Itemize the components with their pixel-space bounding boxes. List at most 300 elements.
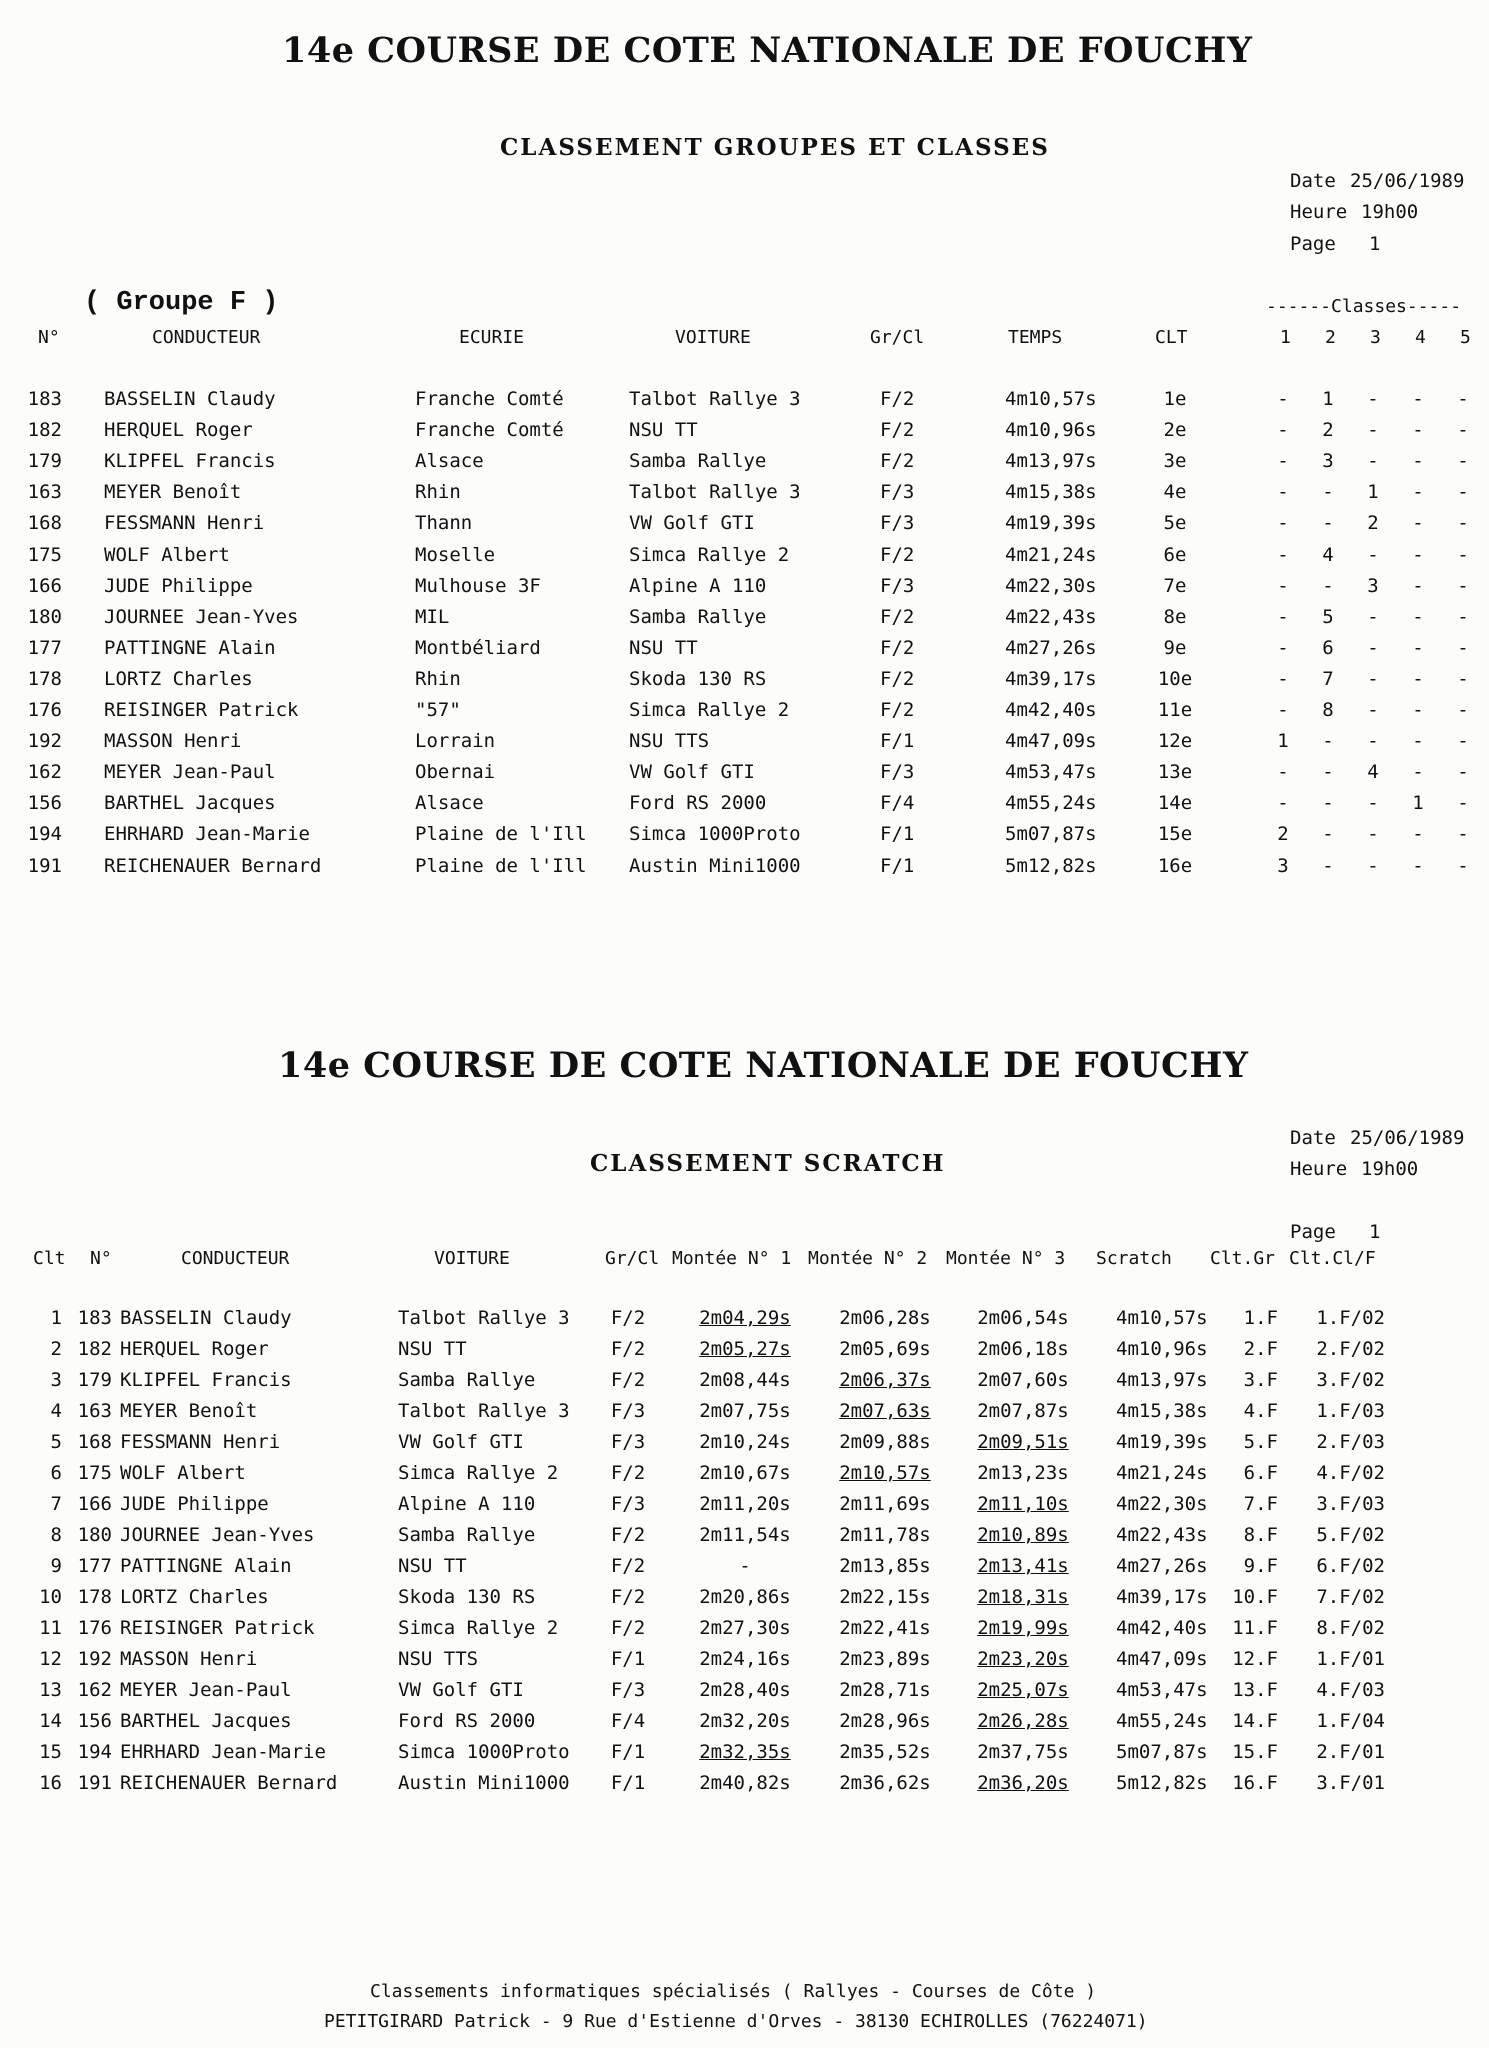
header-montee-3: Montée N° 3 (946, 1248, 1066, 1269)
header-no: N° (90, 1248, 112, 1269)
run-2-time: 2m22,41s (839, 1617, 931, 1639)
run-2-time: 2m11,69s (839, 1493, 931, 1515)
car-name: Talbot Rallye 3 (629, 481, 801, 503)
driver-name: MEYER Jean-Paul (104, 761, 276, 783)
driver-name: LORTZ Charles (104, 668, 253, 690)
page-number: 1 (1369, 233, 1381, 255)
car-name: Ford RS 2000 (629, 792, 767, 814)
run-2-time: 2m22,15s (839, 1586, 931, 1608)
driver-name: JUDE Philippe (104, 575, 253, 597)
class-1-position: - (1277, 761, 1289, 783)
scratch-rank: 13 (39, 1679, 62, 1701)
group-class: F/3 (610, 1679, 646, 1701)
entry-number: 180 (27, 606, 62, 628)
section-subtitle-scratch: CLASSEMENT SCRATCH (590, 1150, 946, 1177)
page-title-scratch: 14e COURSE DE COTE NATIONALE DE FOUCHY (278, 1045, 1249, 1086)
group-class: F/1 (610, 1741, 646, 1763)
driver-name: BASSELIN Claudy (120, 1307, 292, 1329)
class-2-position: - (1322, 730, 1334, 752)
table-row (0, 1400, 1489, 1431)
driver-name: MEYER Benoît (104, 481, 242, 503)
ranking: 10e (1157, 668, 1193, 690)
class-2-position: 3 (1322, 450, 1334, 472)
class-5-position: - (1457, 761, 1469, 783)
table-row (0, 699, 1489, 730)
date-label: Date (1290, 170, 1336, 192)
run-2-time: 2m28,96s (839, 1710, 931, 1732)
class-ranking: 7.F/02 (1316, 1586, 1385, 1608)
entry-number: 163 (77, 1400, 112, 1422)
date-label-scratch: Date (1290, 1127, 1336, 1149)
run-3-time: 2m07,87s (977, 1400, 1069, 1422)
total-time: 4m13,97s (1005, 450, 1097, 472)
car-name: VW Golf GTI (629, 512, 755, 534)
class-ranking: 2.F/01 (1316, 1741, 1385, 1763)
car-name: VW Golf GTI (629, 761, 755, 783)
class-5-position: - (1457, 637, 1469, 659)
class-5-position: - (1457, 450, 1469, 472)
driver-name: MASSON Henri (120, 1648, 258, 1670)
class-5-position: - (1457, 792, 1469, 814)
class-5-position: - (1457, 419, 1469, 441)
entry-number: 182 (27, 419, 62, 441)
car-name: Alpine A 110 (629, 575, 767, 597)
team-name: Thann (415, 512, 473, 534)
header-montee-2: Montée N° 2 (808, 1248, 928, 1269)
class-4-position: - (1412, 481, 1424, 503)
entry-number: 162 (27, 761, 62, 783)
total-time: 4m39,17s (1005, 668, 1097, 690)
ranking: 11e (1157, 699, 1193, 721)
car-name: Samba Rallye (629, 606, 767, 628)
class-5-position: - (1457, 699, 1469, 721)
group-ranking: 3.F (1243, 1369, 1278, 1391)
header-conducteur: CONDUCTEUR (181, 1248, 290, 1269)
driver-name: BARTHEL Jacques (120, 1710, 292, 1732)
car-name: Samba Rallye (629, 450, 767, 472)
entry-number: 194 (77, 1741, 112, 1763)
class-ranking: 5.F/02 (1316, 1524, 1385, 1546)
class-3-position: - (1367, 792, 1379, 814)
run-1-time: 2m11,20s (699, 1493, 791, 1515)
table-row (0, 637, 1489, 668)
class-4-position: - (1412, 512, 1424, 534)
table-row (0, 1369, 1489, 1400)
class-3-position: - (1367, 699, 1379, 721)
group-class: F/2 (610, 1524, 646, 1546)
driver-name: KLIPFEL Francis (104, 450, 276, 472)
total-time: 4m55,24s (1005, 792, 1097, 814)
scratch-time: 5m12,82s (1116, 1772, 1208, 1794)
ranking: 16e (1157, 855, 1193, 877)
class-2-position: - (1322, 575, 1334, 597)
class-ranking: 3.F/03 (1316, 1493, 1385, 1515)
driver-name: EHRHARD Jean-Marie (120, 1741, 326, 1763)
table-row (0, 730, 1489, 761)
heure-label: Heure (1290, 201, 1348, 223)
group-class: F/1 (610, 1772, 646, 1794)
table-row (0, 575, 1489, 606)
date-value: 25/06/1989 (1350, 170, 1465, 192)
car-name: VW Golf GTI (398, 1679, 524, 1701)
car-name: Simca 1000Proto (398, 1741, 570, 1763)
class-4-position: - (1412, 388, 1424, 410)
team-name: Montbéliard (415, 637, 541, 659)
header-conducteur: CONDUCTEUR (152, 327, 261, 348)
car-name: Simca Rallye 2 (398, 1462, 559, 1484)
class-3-position: - (1367, 450, 1379, 472)
table-row (0, 1493, 1489, 1524)
driver-name: FESSMANN Henri (120, 1431, 281, 1453)
header-grcl: Gr/Cl (870, 327, 925, 348)
group-class: F/2 (610, 1462, 646, 1484)
entry-number: 177 (27, 637, 62, 659)
team-name: Obernai (415, 761, 496, 783)
table-row (0, 512, 1489, 543)
table-row (0, 1772, 1489, 1803)
class-3-position: 3 (1367, 575, 1379, 597)
team-name: Mulhouse 3F (415, 575, 541, 597)
total-time: 4m21,24s (1005, 544, 1097, 566)
class-ranking: 3.F/02 (1316, 1369, 1385, 1391)
group-class: F/3 (610, 1493, 646, 1515)
group-class: F/2 (610, 1555, 646, 1577)
team-name: Alsace (415, 792, 484, 814)
class-3-position: 2 (1367, 512, 1379, 534)
driver-name: REICHENAUER Bernard (120, 1772, 338, 1794)
class-4-position: - (1412, 637, 1424, 659)
car-name: NSU TTS (629, 730, 710, 752)
class-3-position: - (1367, 668, 1379, 690)
class-2-position: 5 (1322, 606, 1334, 628)
class-5-position: - (1457, 606, 1469, 628)
class-3-position: - (1367, 419, 1379, 441)
run-3-time: 2m06,18s (977, 1338, 1069, 1360)
class-1-position: - (1277, 637, 1289, 659)
group-ranking: 14.F (1232, 1710, 1278, 1732)
scratch-time: 4m10,96s (1116, 1338, 1208, 1360)
table-row (0, 823, 1489, 854)
run-3-time: 2m36,20s (977, 1772, 1069, 1794)
ranking: 1e (1163, 388, 1187, 410)
entry-number: 175 (77, 1462, 112, 1484)
class-4-position: - (1412, 855, 1424, 877)
group-class: F/1 (880, 855, 915, 877)
class-3-position: - (1367, 388, 1379, 410)
class-4-position: - (1412, 699, 1424, 721)
class-ranking: 1.F/02 (1316, 1307, 1385, 1329)
group-ranking: 16.F (1232, 1772, 1278, 1794)
group-ranking: 8.F (1243, 1524, 1278, 1546)
run-3-time: 2m26,28s (977, 1710, 1069, 1732)
class-2-position: - (1322, 792, 1334, 814)
header-clt: CLT (1155, 327, 1188, 348)
group-class: F/2 (880, 419, 915, 441)
group-class: F/1 (880, 730, 915, 752)
class-5-position: - (1457, 855, 1469, 877)
driver-name: MEYER Benoît (120, 1400, 258, 1422)
run-1-time: 2m08,44s (699, 1369, 791, 1391)
run-1-time: 2m11,54s (699, 1524, 791, 1546)
class-3-position: - (1367, 606, 1379, 628)
table-row (0, 544, 1489, 575)
class-5-position: - (1457, 544, 1469, 566)
car-name: Ford RS 2000 (398, 1710, 536, 1732)
class-3-position: - (1367, 823, 1379, 845)
driver-name: REISINGER Patrick (104, 699, 299, 721)
scratch-time: 4m39,17s (1116, 1586, 1208, 1608)
car-name: Samba Rallye (398, 1524, 536, 1546)
table-row (0, 1586, 1489, 1617)
total-time: 4m47,09s (1005, 730, 1097, 752)
entry-number: 177 (77, 1555, 112, 1577)
table-row (0, 419, 1489, 450)
header-clt-gr: Clt.Gr (1210, 1248, 1276, 1269)
header-voiture: VOITURE (434, 1248, 510, 1269)
scratch-rank: 1 (50, 1307, 62, 1329)
class-2-position: - (1322, 512, 1334, 534)
entry-number: 156 (77, 1710, 112, 1732)
heure-value: 19h00 (1361, 201, 1419, 223)
group-ranking: 2.F (1243, 1338, 1278, 1360)
ranking: 15e (1157, 823, 1193, 845)
class-ranking: 2.F/03 (1316, 1431, 1385, 1453)
entry-number: 162 (77, 1679, 112, 1701)
scratch-rank: 9 (50, 1555, 62, 1577)
total-time: 5m12,82s (1005, 855, 1097, 877)
ranking: 2e (1163, 419, 1187, 441)
team-name: Rhin (415, 481, 461, 503)
class-ranking: 4.F/03 (1316, 1679, 1385, 1701)
table-row (0, 855, 1489, 886)
group-class: F/4 (610, 1710, 646, 1732)
group-class: F/2 (880, 450, 915, 472)
table-row (0, 1307, 1489, 1338)
table-row (0, 1617, 1489, 1648)
run-3-time: 2m11,10s (977, 1493, 1069, 1515)
class-3-position: - (1367, 637, 1379, 659)
scratch-time: 4m19,39s (1116, 1431, 1208, 1453)
scratch-rank: 8 (50, 1524, 62, 1546)
entry-number: 183 (27, 388, 62, 410)
run-1-time: 2m28,40s (699, 1679, 791, 1701)
table-row (0, 450, 1489, 481)
car-name: NSU TT (629, 637, 698, 659)
class-3-position: - (1367, 855, 1379, 877)
team-name: Rhin (415, 668, 461, 690)
class-2-position: - (1322, 761, 1334, 783)
class-4-position: - (1412, 823, 1424, 845)
total-time: 4m22,30s (1005, 575, 1097, 597)
group-class: F/2 (610, 1369, 646, 1391)
header-scratch: Scratch (1096, 1248, 1172, 1269)
car-name: Austin Mini1000 (629, 855, 801, 877)
team-name: Franche Comté (415, 388, 564, 410)
class-1-position: - (1277, 606, 1289, 628)
team-name: Moselle (415, 544, 496, 566)
header-ecurie: ECURIE (459, 327, 525, 348)
run-2-time: 2m07,63s (839, 1400, 931, 1422)
entry-number: 178 (77, 1586, 112, 1608)
header-montee-1: Montée N° 1 (672, 1248, 792, 1269)
class-1-position: - (1277, 450, 1289, 472)
group-class: F/3 (880, 512, 915, 534)
run-2-time: 2m23,89s (839, 1648, 931, 1670)
scratch-time: 4m10,57s (1116, 1307, 1208, 1329)
run-3-time: 2m37,75s (977, 1741, 1069, 1763)
driver-name: JOURNEE Jean-Yves (120, 1524, 315, 1546)
page-title: 14e COURSE DE COTE NATIONALE DE FOUCHY (282, 30, 1253, 71)
run-2-time: 2m36,62s (839, 1772, 931, 1794)
group-class: F/2 (880, 606, 915, 628)
class-4-position: 1 (1412, 792, 1424, 814)
team-name: "57" (415, 699, 461, 721)
class-4-position: - (1412, 606, 1424, 628)
run-1-time: 2m32,20s (699, 1710, 791, 1732)
run-3-time: 2m25,07s (977, 1679, 1069, 1701)
class-1-position: - (1277, 575, 1289, 597)
table-row (0, 761, 1489, 792)
group-ranking: 7.F (1243, 1493, 1278, 1515)
class-5-position: - (1457, 730, 1469, 752)
heure-label-scratch: Heure (1290, 1158, 1348, 1180)
table-row (0, 1338, 1489, 1369)
total-time: 4m19,39s (1005, 512, 1097, 534)
class-1-position: - (1277, 544, 1289, 566)
group-ranking: 10.F (1232, 1586, 1278, 1608)
class-1-position: 1 (1277, 730, 1289, 752)
entry-number: 192 (27, 730, 62, 752)
run-3-time: 2m10,89s (977, 1524, 1069, 1546)
class-4-position: - (1412, 544, 1424, 566)
car-name: VW Golf GTI (398, 1431, 524, 1453)
class-1-position: 3 (1277, 855, 1289, 877)
run-2-time: 2m10,57s (839, 1462, 931, 1484)
group-ranking: 9.F (1243, 1555, 1278, 1577)
run-3-time: 2m13,23s (977, 1462, 1069, 1484)
run-1-time: 2m07,75s (699, 1400, 791, 1422)
table-row (0, 606, 1489, 637)
team-name: Franche Comté (415, 419, 564, 441)
run-1-time: - (739, 1555, 751, 1577)
driver-name: WOLF Albert (104, 544, 230, 566)
class-3-position: - (1367, 544, 1379, 566)
scratch-time: 4m47,09s (1116, 1648, 1208, 1670)
run-2-time: 2m06,37s (839, 1369, 931, 1391)
group-class: F/2 (610, 1586, 646, 1608)
run-1-time: 2m05,27s (699, 1338, 791, 1360)
header-no: N° (38, 327, 60, 348)
class-4-position: - (1412, 668, 1424, 690)
class-4-position: - (1412, 450, 1424, 472)
group-ranking: 6.F (1243, 1462, 1278, 1484)
entry-number: 176 (77, 1617, 112, 1639)
car-name: Simca 1000Proto (629, 823, 801, 845)
run-2-time: 2m28,71s (839, 1679, 931, 1701)
driver-name: BARTHEL Jacques (104, 792, 276, 814)
team-name: Plaine de l'Ill (415, 855, 587, 877)
scratch-time: 4m27,26s (1116, 1555, 1208, 1577)
date-value-scratch: 25/06/1989 (1350, 1127, 1465, 1149)
group-class: F/2 (880, 544, 915, 566)
driver-name: MEYER Jean-Paul (120, 1679, 292, 1701)
total-time: 4m10,96s (1005, 419, 1097, 441)
class-ranking: 8.F/02 (1316, 1617, 1385, 1639)
table-row (0, 1462, 1489, 1493)
total-time: 4m15,38s (1005, 481, 1097, 503)
class-2-position: 1 (1322, 388, 1334, 410)
class-1-position: - (1277, 668, 1289, 690)
class-ranking: 2.F/02 (1316, 1338, 1385, 1360)
car-name: Austin Mini1000 (398, 1772, 570, 1794)
page-label-scratch: Page (1290, 1221, 1336, 1243)
car-name: Simca Rallye 2 (629, 544, 790, 566)
team-name: Lorrain (415, 730, 496, 752)
run-1-time: 2m10,67s (699, 1462, 791, 1484)
total-time: 4m42,40s (1005, 699, 1097, 721)
class-5-position: - (1457, 512, 1469, 534)
scratch-rank: 11 (39, 1617, 62, 1639)
class-2-position: 4 (1322, 544, 1334, 566)
table-row (0, 481, 1489, 512)
total-time: 4m22,43s (1005, 606, 1097, 628)
car-name: Skoda 130 RS (629, 668, 767, 690)
header-temps: TEMPS (1008, 327, 1063, 348)
group-ranking: 4.F (1243, 1400, 1278, 1422)
scratch-rank: 2 (50, 1338, 62, 1360)
group-class: F/2 (610, 1307, 646, 1329)
table-row (0, 388, 1489, 419)
class-ranking: 1.F/03 (1316, 1400, 1385, 1422)
entry-number: 163 (27, 481, 62, 503)
team-name: MIL (415, 606, 450, 628)
class-3-position: - (1367, 730, 1379, 752)
team-name: Plaine de l'Ill (415, 823, 587, 845)
scratch-rank: 7 (50, 1493, 62, 1515)
run-2-time: 2m13,85s (839, 1555, 931, 1577)
entry-number: 168 (27, 512, 62, 534)
class-ranking: 4.F/02 (1316, 1462, 1385, 1484)
driver-name: LORTZ Charles (120, 1586, 269, 1608)
scratch-time: 4m42,40s (1116, 1617, 1208, 1639)
class-4-position: - (1412, 730, 1424, 752)
run-3-time: 2m09,51s (977, 1431, 1069, 1453)
table-row (0, 1431, 1489, 1462)
total-time: 4m53,47s (1005, 761, 1097, 783)
run-2-time: 2m06,28s (839, 1307, 931, 1329)
run-1-time: 2m27,30s (699, 1617, 791, 1639)
entry-number: 178 (27, 668, 62, 690)
scratch-rank: 4 (50, 1400, 62, 1422)
scratch-rank: 14 (39, 1710, 62, 1732)
driver-name: HERQUEL Roger (120, 1338, 269, 1360)
scratch-rank: 12 (39, 1648, 62, 1670)
run-1-time: 2m20,86s (699, 1586, 791, 1608)
group-ranking: 5.F (1243, 1431, 1278, 1453)
scratch-rank: 5 (50, 1431, 62, 1453)
group-class: F/4 (880, 792, 915, 814)
total-time: 5m07,87s (1005, 823, 1097, 845)
table-row (0, 1555, 1489, 1586)
entry-number: 183 (77, 1307, 112, 1329)
class-2-position: - (1322, 481, 1334, 503)
entry-number: 194 (27, 823, 62, 845)
group-ranking: 12.F (1232, 1648, 1278, 1670)
group-ranking: 13.F (1232, 1679, 1278, 1701)
ranking: 9e (1163, 637, 1187, 659)
class-4-position: - (1412, 575, 1424, 597)
run-1-time: 2m32,35s (699, 1741, 791, 1763)
